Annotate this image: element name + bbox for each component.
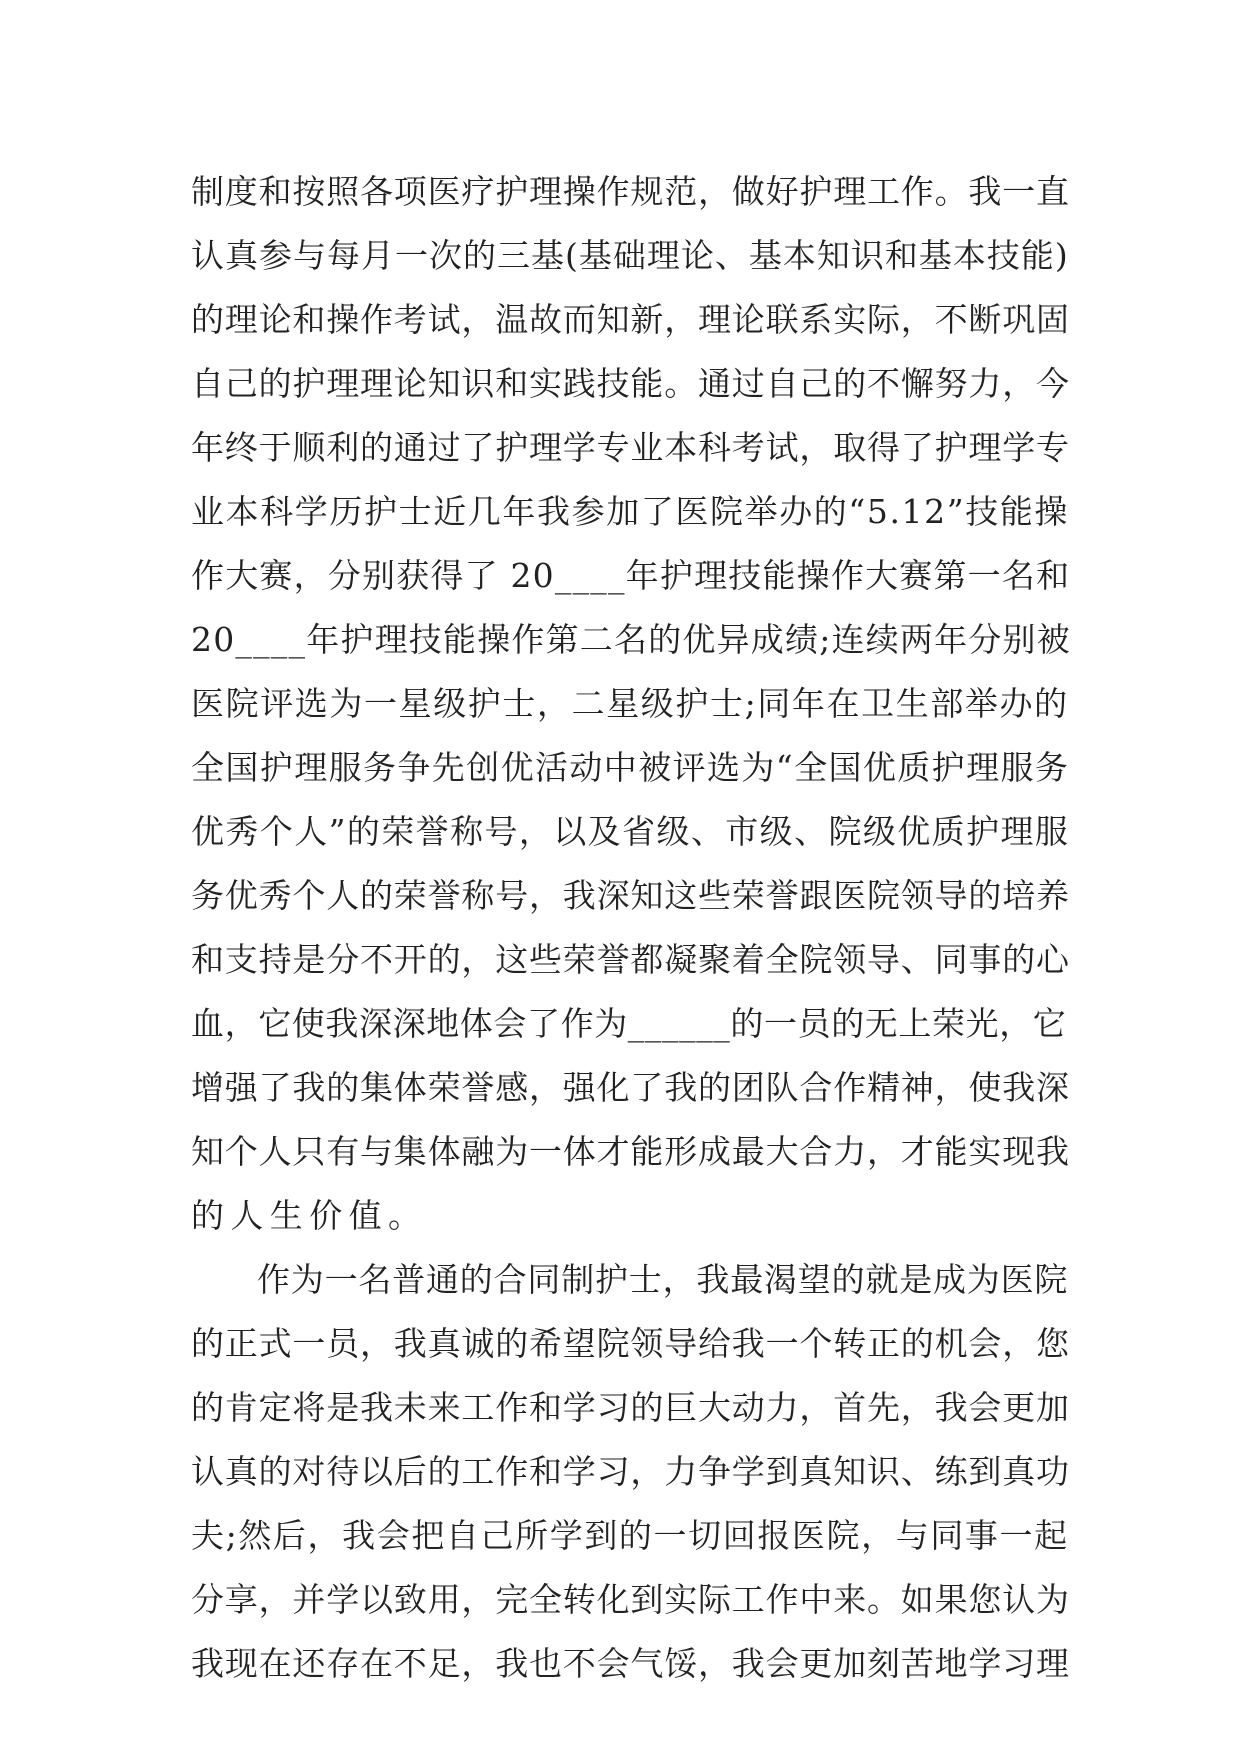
text-line: 业本科学历护士近几年我参加了医院举办的“5.12”技能操: [191, 492, 1070, 531]
text-line: 我现在还存在不足，我也不会气馁，我会更加刻苦地学习理: [191, 1644, 1070, 1683]
text-line: 认真参与每月一次的三基(基础理论、基本知识和基本技能): [191, 236, 1069, 275]
text-line: 全国护理服务争先创优活动中被评选为“全国优质护理服务: [191, 748, 1070, 787]
text-line: 知个人只有与集体融为一体才能形成最大合力，才能实现我: [191, 1132, 1070, 1171]
text-line: 和支持是分不开的，这些荣誉都凝聚着全院领导、同事的心: [191, 940, 1070, 979]
text-line: 20____年护理技能操作第二名的优异成绩;连续两年分别被: [191, 620, 1071, 659]
text-line: 制度和按照各项医疗护理操作规范，做好护理工作。我一直: [191, 172, 1070, 211]
text-line: 的肯定将是我未来工作和学习的巨大动力，首先，我会更加: [191, 1388, 1070, 1427]
text-line: 夫;然后，我会把自己所学到的一切回报医院，与同事一起: [191, 1516, 1069, 1555]
paragraph-first-line: 作为一名普通的合同制护士，我最渴望的就是成为医院: [257, 1260, 1069, 1299]
body-text: [191, 160, 1071, 1696]
text-line: 自己的护理理论知识和实践技能。通过自己的不懈努力，今: [191, 364, 1070, 403]
text-line: 务优秀个人的荣誉称号，我深知这些荣誉跟医院领导的培养: [191, 876, 1070, 915]
text-line: 的人生价值。: [191, 1196, 428, 1235]
text-line: 增强了我的集体荣誉感，强化了我的团队合作精神，使我深: [191, 1068, 1070, 1107]
text-line: 的理论和操作考试，温故而知新，理论联系实际，不断巩固: [191, 300, 1070, 339]
text-line: 医院评选为一星级护士，二星级护士;同年在卫生部举办的: [191, 684, 1069, 723]
text-line: 血，它使我深深地体会了作为______的一员的无上荣光，它: [191, 1004, 1067, 1043]
text-line: 优秀个人”的荣誉称号，以及省级、市级、院级优质护理服: [191, 812, 1070, 851]
text-line: 认真的对待以后的工作和学习，力争学到真知识、练到真功: [191, 1452, 1070, 1491]
text-line: 分享，并学以致用，完全转化到实际工作中来。如果您认为: [191, 1580, 1070, 1619]
text-line: 年终于顺利的通过了护理学专业本科考试，取得了护理学专: [191, 428, 1070, 467]
text-line: 作大赛，分别获得了 20____年护理技能操作大赛第一名和: [191, 556, 1071, 595]
text-line: 的正式一员，我真诚的希望院领导给我一个转正的机会，您: [191, 1324, 1070, 1363]
